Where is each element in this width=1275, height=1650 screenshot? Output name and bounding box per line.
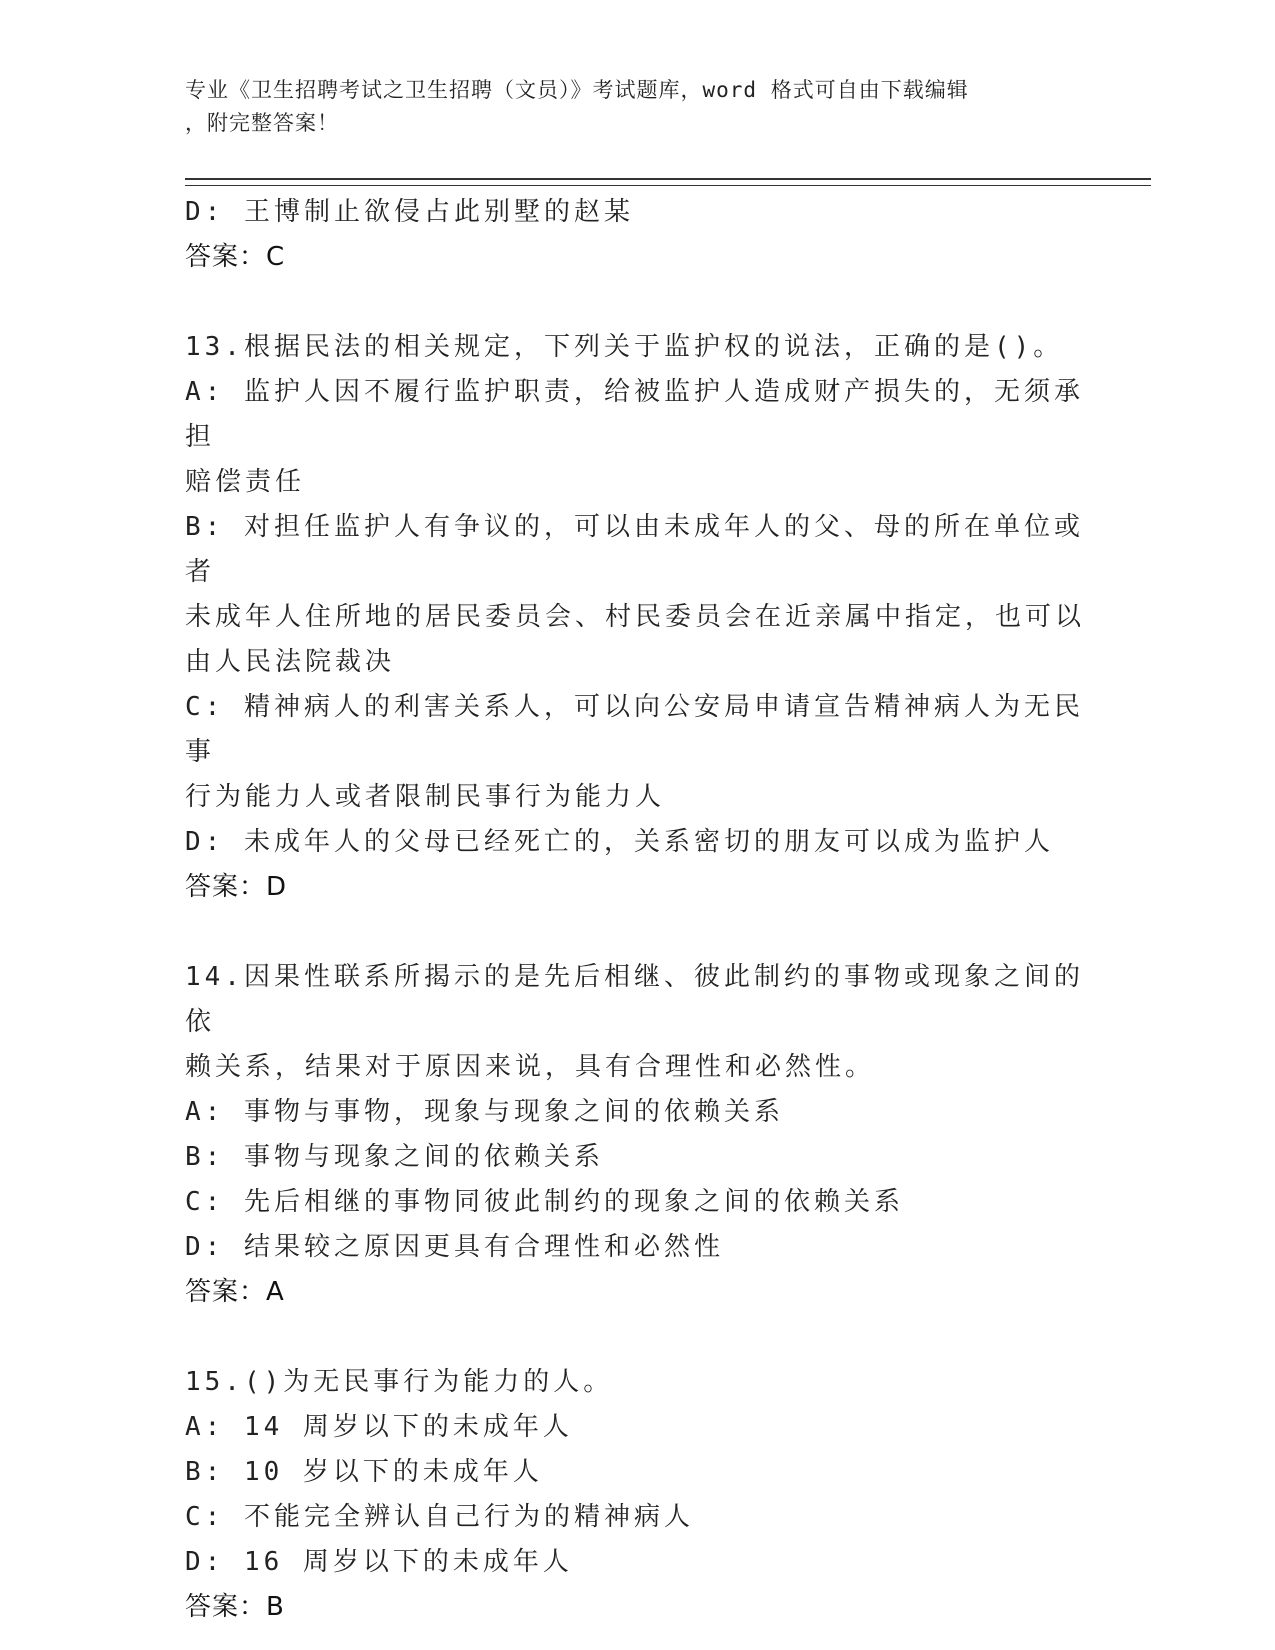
question-stem: 14.因果性联系所揭示的是先后相继、彼此制约的事物或现象之间的依 (185, 962, 1084, 1037)
option-a-cont: 赔偿责任 (185, 467, 306, 497)
option-a: A: 事物与事物，现象与现象之间的依赖关系 (185, 1097, 784, 1127)
option-c: C: 不能完全辨认自己行为的精神病人 (185, 1502, 694, 1532)
answer: 答案：D (185, 872, 288, 902)
document-header (185, 74, 1065, 140)
option-b: B: 10 岁以下的未成年人 (185, 1457, 543, 1487)
option-b-cont: 由人民法院裁决 (185, 647, 396, 677)
option-c-cont: 行为能力人或者限制民事行为能力人 (185, 782, 666, 812)
option-d: D: 16 周岁以下的未成年人 (185, 1547, 573, 1577)
option-b: B: 事物与现象之间的依赖关系 (185, 1142, 604, 1172)
answer: 答案：A (185, 1277, 285, 1307)
prev-option-d: D: 王博制止欲侵占此别墅的赵某 (185, 197, 634, 227)
option-a: A: 14 周岁以下的未成年人 (185, 1412, 573, 1442)
header-divider (185, 178, 1151, 186)
prev-answer: 答案：C (185, 242, 286, 272)
question-15 (185, 1360, 1085, 1630)
header-line-1: 专业《卫生招聘考试之卫生招聘（文员）》考试题库，word 格式可自由下载编辑 (185, 78, 969, 102)
option-d: D: 结果较之原因更具有合理性和必然性 (185, 1232, 724, 1262)
question-stem-cont: 赖关系，结果对于原因来说，具有合理性和必然性。 (185, 1052, 876, 1082)
option-c: C: 精神病人的利害关系人，可以向公安局申请宣告精神病人为无民事 (185, 692, 1084, 767)
question-13 (185, 325, 1085, 910)
answer: 答案：B (185, 1592, 285, 1622)
option-d: D: 未成年人的父母已经死亡的，关系密切的朋友可以成为监护人 (185, 827, 1054, 857)
option-b: B: 对担任监护人有争议的，可以由未成年人的父、母的所在单位或者 (185, 512, 1084, 587)
option-b-cont: 未成年人住所地的居民委员会、村民委员会在近亲属中指定，也可以 (185, 602, 1086, 632)
question-14 (185, 955, 1085, 1315)
option-a: A: 监护人因不履行监护职责，给被监护人造成财产损失的，无须承担 (185, 377, 1084, 452)
option-c: C: 先后相继的事物同彼此制约的现象之间的依赖关系 (185, 1187, 904, 1217)
header-line-2: ，附完整答案！ (185, 111, 339, 135)
question-stem: 13.根据民法的相关规定，下列关于监护权的说法，正确的是()。 (185, 332, 1064, 362)
question-stem: 15.()为无民事行为能力的人。 (185, 1367, 614, 1397)
question-content (185, 190, 1085, 1630)
